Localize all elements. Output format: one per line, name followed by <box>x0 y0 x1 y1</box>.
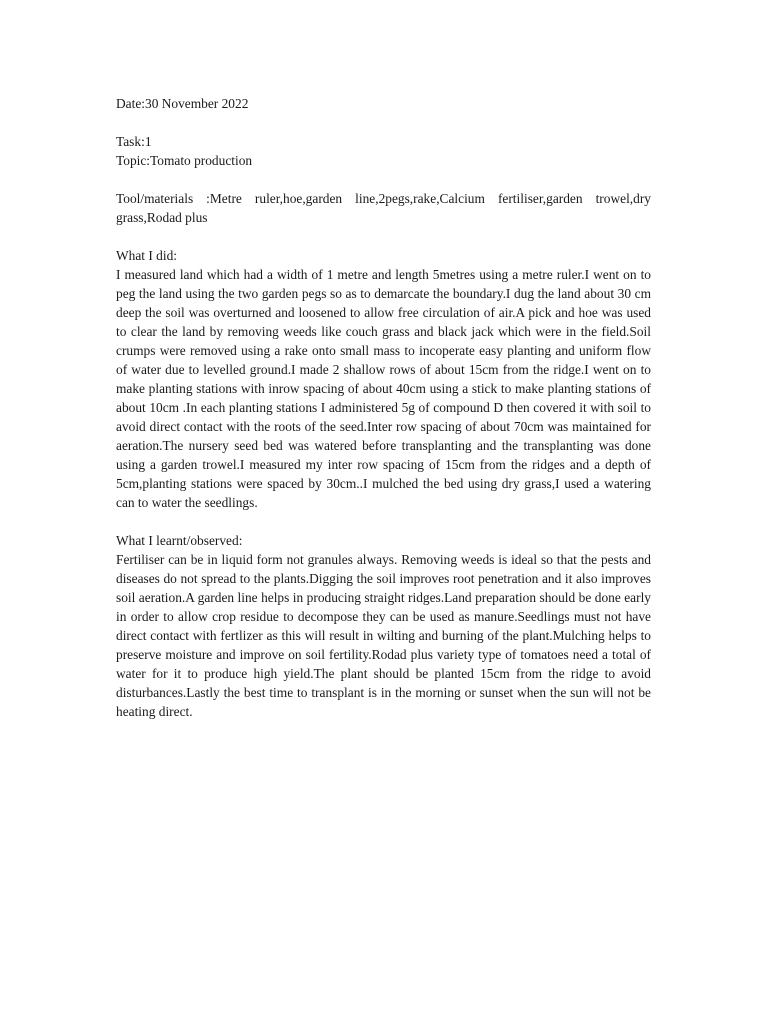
document-page <box>116 94 651 721</box>
what-i-did-paragraph: I measured land which had a width of 1 metre and length 5metres using a metre ruler.I went on to peg the land using the two garden pegs so as to demarcate the boundary.I dug the land about 30 cm deep the soil was overturned and loosened to allow free circulation of air.A pick and hoe was used to clear the land by removing weeds like couch grass and black jack which were in the field.Soil crumps were removed using a rake onto small mass to incoperate easy planting and uniform flow of water due to levelled ground.I made 2 shallow rows of about 15cm from the ridge.I went on to make planting stations with inrow spacing of about 40cm using a stick to make planting stations of about 10cm .In each planting stations I administered 5g of compound D then covered it with soil to avoid direct contact with the roots of the seed.Inter row spacing of about 70cm was maintained for aeration.The nursery seed bed was watered before transplanting and the transplanting was done using a garden trowel.I measured my inter row spacing of 15cm from the ridges and a depth of 5cm,planting stations were spaced by 30cm..I mulched the bed using dry grass,I used a watering can to water the seedlings. <box>116 267 651 510</box>
what-i-learnt-heading: What I learnt/observed: <box>116 533 243 548</box>
spacer <box>116 170 651 189</box>
spacer <box>116 227 651 246</box>
date-line: Date:30 November 2022 <box>116 96 249 111</box>
topic-line: Topic:Tomato production <box>116 153 253 168</box>
tools-materials-paragraph: Tool/materials :Metre ruler,hoe,garden line,2pegs,rake,Calcium fertiliser,garden trowel,dry grass,Rodad plus <box>116 191 651 225</box>
task-line: Task:1 <box>116 134 152 149</box>
what-i-learnt-paragraph: Fertiliser can be in liquid form not granules always. Removing weeds is ideal so that the pests and diseases do not spread to the plants.Digging the soil improves root penetration and it also improves soil aeration.A garden line helps in producing straight ridges.Land preparation should be done early in order to allow crop residue to decompose they can be used as manure.Seedlings must not have direct contact with fertlizer as this will result in wilting and burning of the plant.Mulching helps to preserve moisture and improve on soil fertility.Rodad plus variety type of tomatoes need a total of water for it to produce high yield.The plant should be planted 15cm from the ridge to avoid disturbances.Lastly the best time to transplant is in the morning or sunset when the sun will not be heating direct. <box>116 552 651 719</box>
spacer <box>116 113 651 132</box>
what-i-did-heading: What I did: <box>116 248 177 263</box>
spacer <box>116 512 651 531</box>
